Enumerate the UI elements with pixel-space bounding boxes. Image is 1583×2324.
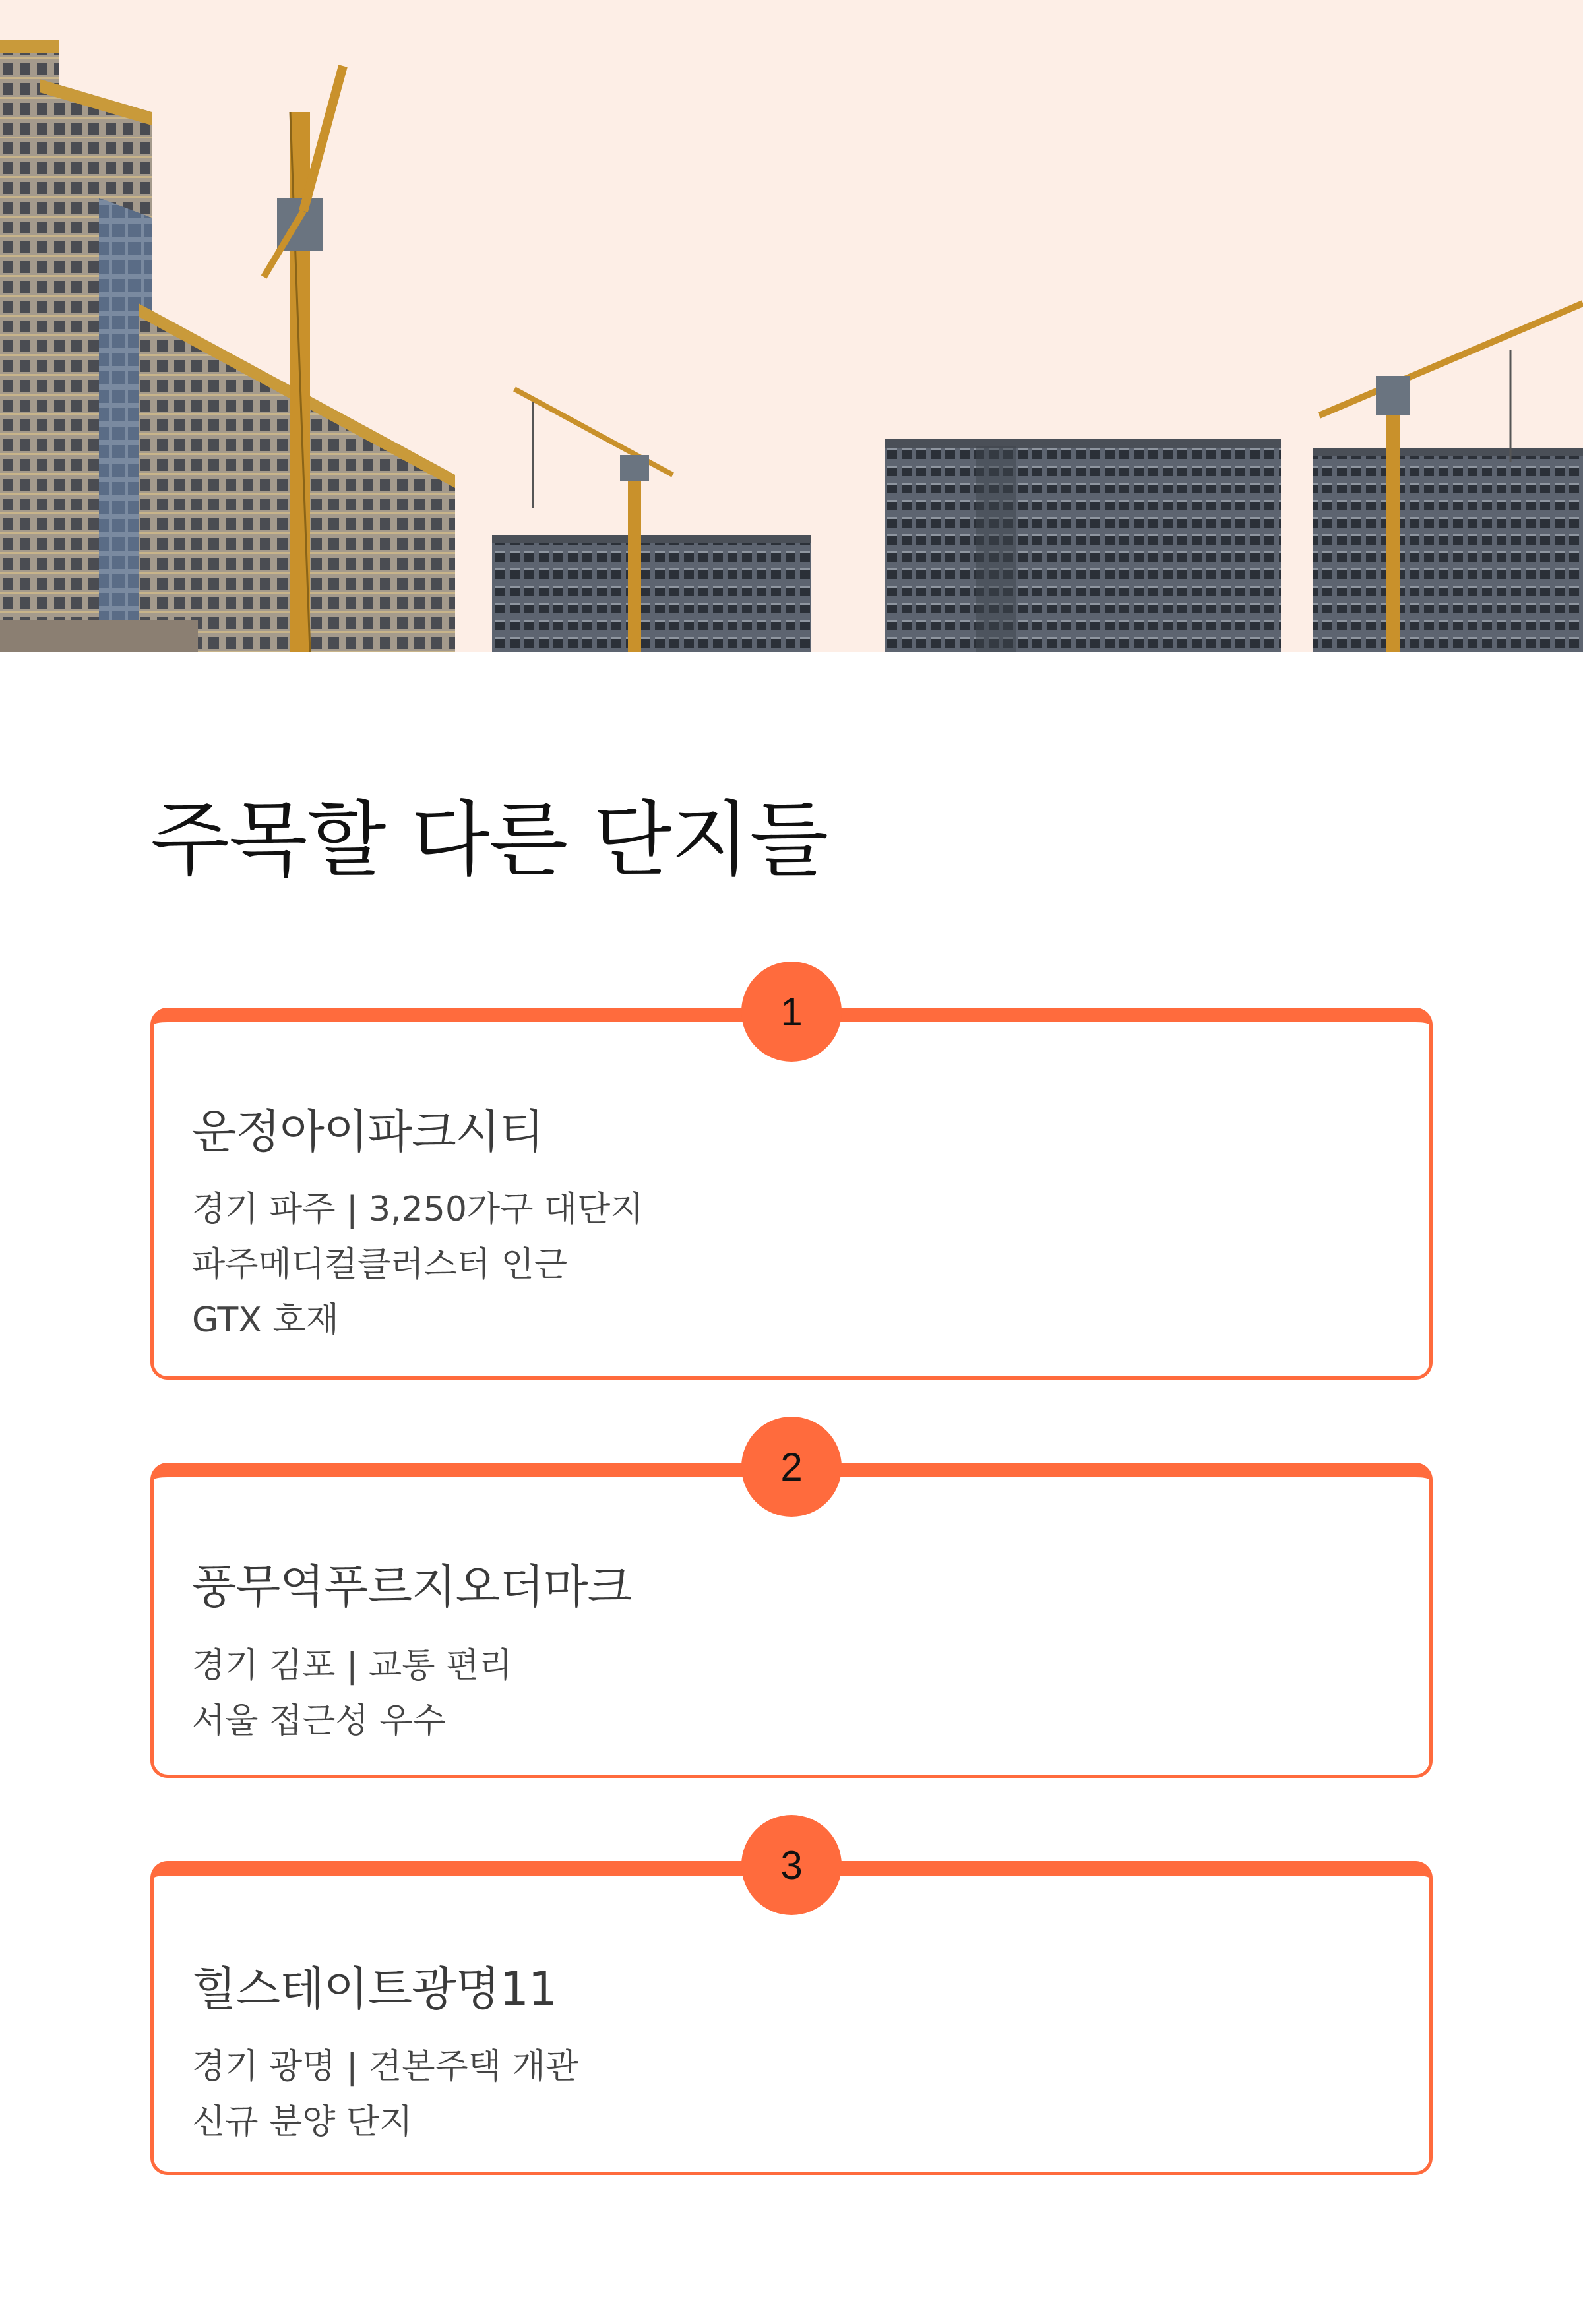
card-number-badge: 2 <box>741 1417 842 1517</box>
detail-line: 파주메디컬클러스터 인근 <box>192 1245 568 1285</box>
complex-card <box>150 1444 1433 1778</box>
complex-details <box>192 1182 644 1348</box>
detail-line: 경기 파주 | 3,250가구 대단지 <box>192 1190 644 1229</box>
complex-details <box>192 2039 578 2150</box>
complex-card <box>150 1843 1433 2175</box>
detail-line: 신규 분양 단지 <box>192 2102 413 2142</box>
page-title: 주목할 다른 단지들 <box>150 793 828 888</box>
card-number-badge: 3 <box>741 1815 842 1915</box>
detail-line: 경기 김포 | 교통 편리 <box>192 1646 512 1686</box>
detail-line: 서울 접근성 우수 <box>192 1701 446 1741</box>
hero-image <box>0 0 1583 652</box>
complex-name: 운정아이파크시티 <box>192 1105 543 1159</box>
complex-name: 풍무역푸르지오더마크 <box>192 1560 632 1614</box>
complex-name: 힐스테이트광명11 <box>192 1962 557 2016</box>
construction-scene-illustration <box>0 0 1583 652</box>
complex-details <box>192 1638 512 1749</box>
complex-card <box>150 989 1433 1380</box>
detail-line: GTX 호재 <box>192 1300 339 1340</box>
card-number-badge: 1 <box>741 962 842 1062</box>
detail-line: 경기 광명 | 견본주택 개관 <box>192 2047 578 2087</box>
